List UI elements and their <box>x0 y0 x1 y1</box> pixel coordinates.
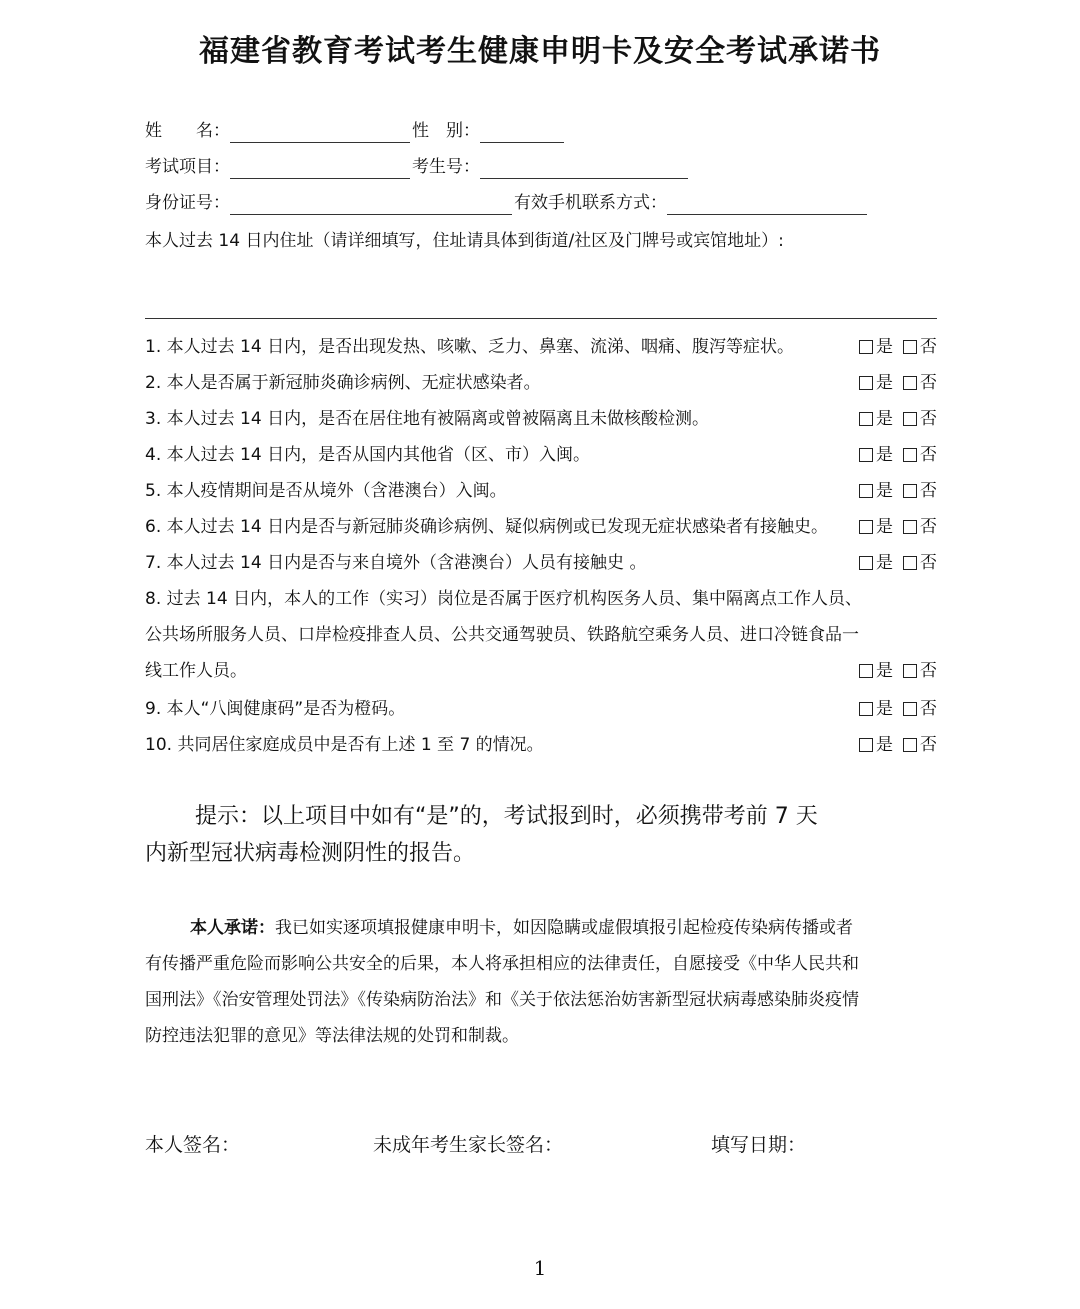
pledge-heading: 本人承诺： <box>190 918 275 938</box>
question-8 <box>145 656 937 686</box>
no-option[interactable] <box>903 548 937 578</box>
no-label: 否 <box>920 337 937 357</box>
no-option[interactable] <box>903 440 937 470</box>
checkbox-icon[interactable] <box>903 376 917 390</box>
checkbox-icon[interactable] <box>859 664 873 678</box>
answer-options <box>859 368 937 398</box>
pledge-text-1: 我已如实逐项填报健康申明卡，如因隐瞒或虚假填报引起检疫传染病传播或者 <box>275 918 853 938</box>
guardian-signature-label: 未成年考生家长签名： <box>373 1134 564 1156</box>
question-text: 1. 本人过去 14 日内，是否出现发热、咳嗽、乏力、鼻塞、流涕、咽痛、腹泻等症状。 <box>145 337 795 357</box>
pledge-line-1 <box>145 910 937 946</box>
id-label: 身份证号： <box>145 193 230 213</box>
answer-options <box>859 730 937 760</box>
checkbox-icon[interactable] <box>859 412 873 426</box>
phone-label: 有效手机联系方式： <box>514 193 667 213</box>
no-option[interactable] <box>903 368 937 398</box>
checkbox-icon[interactable] <box>859 702 873 716</box>
no-label: 否 <box>920 481 937 501</box>
checkbox-icon[interactable] <box>859 520 873 534</box>
yes-label: 是 <box>876 409 893 429</box>
document-title: 福建省教育考试考生健康申明卡及安全考试承诺书 <box>199 34 881 69</box>
answer-options <box>859 440 937 470</box>
gender-field[interactable] <box>480 120 564 143</box>
no-label: 否 <box>920 699 937 719</box>
no-label: 否 <box>920 517 937 537</box>
question-8-line-1: 8. 过去 14 日内，本人的工作（实习）岗位是否属于医疗机构医务人员、集中隔离点工作人员、 <box>145 589 863 609</box>
question-text: 9. 本人“八闽健康码”是否为橙码。 <box>145 699 406 719</box>
checkbox-icon[interactable] <box>903 448 917 462</box>
pledge-line-3: 国刑法》《治安管理处罚法》《传染病防治法》和《关于依法惩治妨害新型冠状病毒感染肺炎疫情 <box>145 990 859 1010</box>
date-label: 填写日期： <box>711 1134 807 1156</box>
question-2 <box>145 368 937 398</box>
checkbox-icon[interactable] <box>903 412 917 426</box>
checkbox-icon[interactable] <box>859 448 873 462</box>
question-text: 7. 本人过去 14 日内是否与来自境外（含港澳台）人员有接触史 。 <box>145 553 647 573</box>
yes-option[interactable] <box>859 548 893 578</box>
checkbox-icon[interactable] <box>859 376 873 390</box>
yes-option[interactable] <box>859 694 893 724</box>
tip-line-1: 提示：以上项目中如有“是”的，考试报到时，必须携带考前 7 天 <box>195 804 818 829</box>
question-text: 2. 本人是否属于新冠肺炎确诊病例、无症状感染者。 <box>145 373 541 393</box>
yes-label: 是 <box>876 553 893 573</box>
pledge-paragraph <box>145 910 937 1054</box>
question-8-line-3: 线工作人员。 <box>145 661 247 681</box>
pledge-line-4: 防控违法犯罪的意见》等法律法规的处罚和制裁。 <box>145 1026 519 1046</box>
checkbox-icon[interactable] <box>903 702 917 716</box>
no-label: 否 <box>920 661 937 681</box>
question-text: 6. 本人过去 14 日内是否与新冠肺炎确诊病例、疑似病例或已发现无症状感染者有接触史。 <box>145 517 829 537</box>
answer-options <box>859 512 937 542</box>
no-option[interactable] <box>903 404 937 434</box>
question-text: 4. 本人过去 14 日内，是否从国内其他省（区、市）入闽。 <box>145 445 591 465</box>
name-field[interactable] <box>230 120 410 143</box>
question-9 <box>145 694 937 724</box>
id-field[interactable] <box>230 192 512 215</box>
yes-option[interactable] <box>859 332 893 362</box>
question-8-line-2: 公共场所服务人员、口岸检疫排查人员、公共交通驾驶员、铁路航空乘务人员、进口冷链食品一 <box>145 625 859 645</box>
yes-label: 是 <box>876 735 893 755</box>
exam-item-label: 考试项目： <box>145 157 230 177</box>
question-10 <box>145 730 937 760</box>
question-4 <box>145 440 937 470</box>
yes-label: 是 <box>876 517 893 537</box>
page-number: 1 <box>533 1256 547 1280</box>
address-field-line[interactable] <box>145 318 937 319</box>
exam-no-label: 考生号： <box>412 157 480 177</box>
gender-label: 性 别： <box>412 121 480 141</box>
yes-label: 是 <box>876 445 893 465</box>
question-5 <box>145 476 937 506</box>
no-option[interactable] <box>903 512 937 542</box>
yes-label: 是 <box>876 373 893 393</box>
yes-option[interactable] <box>859 404 893 434</box>
answer-options <box>859 694 937 724</box>
question-text: 3. 本人过去 14 日内，是否在居住地有被隔离或曾被隔离且未做核酸检测。 <box>145 409 710 429</box>
yes-label: 是 <box>876 661 893 681</box>
checkbox-icon[interactable] <box>859 484 873 498</box>
checkbox-icon[interactable] <box>903 664 917 678</box>
yes-option[interactable] <box>859 730 893 760</box>
answer-options <box>859 656 937 686</box>
yes-label: 是 <box>876 337 893 357</box>
question-text: 5. 本人疫情期间是否从境外（含港澳台）入闽。 <box>145 481 507 501</box>
yes-option[interactable] <box>859 512 893 542</box>
yes-option[interactable] <box>859 656 893 686</box>
answer-options <box>859 332 937 362</box>
tip-line-2: 内新型冠状病毒检测阴性的报告。 <box>145 841 476 866</box>
yes-option[interactable] <box>859 476 893 506</box>
exam-item-field[interactable] <box>230 156 410 179</box>
answer-options <box>859 548 937 578</box>
question-1 <box>145 332 937 362</box>
tip-paragraph <box>145 798 937 872</box>
no-label: 否 <box>920 373 937 393</box>
self-signature-label: 本人签名： <box>145 1134 241 1156</box>
checkbox-icon[interactable] <box>903 340 917 354</box>
field-row-name-gender <box>145 113 566 143</box>
question-text: 10. 共同居住家庭成员中是否有上述 1 至 7 的情况。 <box>145 735 544 755</box>
checkbox-icon[interactable] <box>859 340 873 354</box>
yes-label: 是 <box>876 699 893 719</box>
no-label: 否 <box>920 445 937 465</box>
exam-no-field[interactable] <box>480 156 688 179</box>
no-option[interactable] <box>903 730 937 760</box>
address-prompt: 本人过去 14 日内住址（请详细填写，住址请具体到街道/社区及门牌号或宾馆地址）: <box>145 231 784 251</box>
pledge-line-2: 有传播严重危险而影响公共安全的后果，本人将承担相应的法律责任，自愿接受《中华人民共和 <box>145 954 859 974</box>
field-row-exam <box>145 149 690 179</box>
no-option[interactable] <box>903 694 937 724</box>
no-label: 否 <box>920 735 937 755</box>
checkbox-icon[interactable] <box>903 738 917 752</box>
no-label: 否 <box>920 409 937 429</box>
yes-label: 是 <box>876 481 893 501</box>
question-6 <box>145 512 937 542</box>
checkbox-icon[interactable] <box>903 556 917 570</box>
question-3 <box>145 404 937 434</box>
phone-field[interactable] <box>667 192 867 215</box>
checkbox-icon[interactable] <box>903 520 917 534</box>
no-option[interactable] <box>903 476 937 506</box>
answer-options <box>859 404 937 434</box>
no-option[interactable] <box>903 332 937 362</box>
name-label: 姓 名： <box>145 121 230 141</box>
no-option[interactable] <box>903 656 937 686</box>
checkbox-icon[interactable] <box>859 738 873 752</box>
answer-options <box>859 476 937 506</box>
no-label: 否 <box>920 553 937 573</box>
field-row-id-phone <box>145 185 869 215</box>
yes-option[interactable] <box>859 440 893 470</box>
yes-option[interactable] <box>859 368 893 398</box>
checkbox-icon[interactable] <box>903 484 917 498</box>
question-7 <box>145 548 937 578</box>
checkbox-icon[interactable] <box>859 556 873 570</box>
